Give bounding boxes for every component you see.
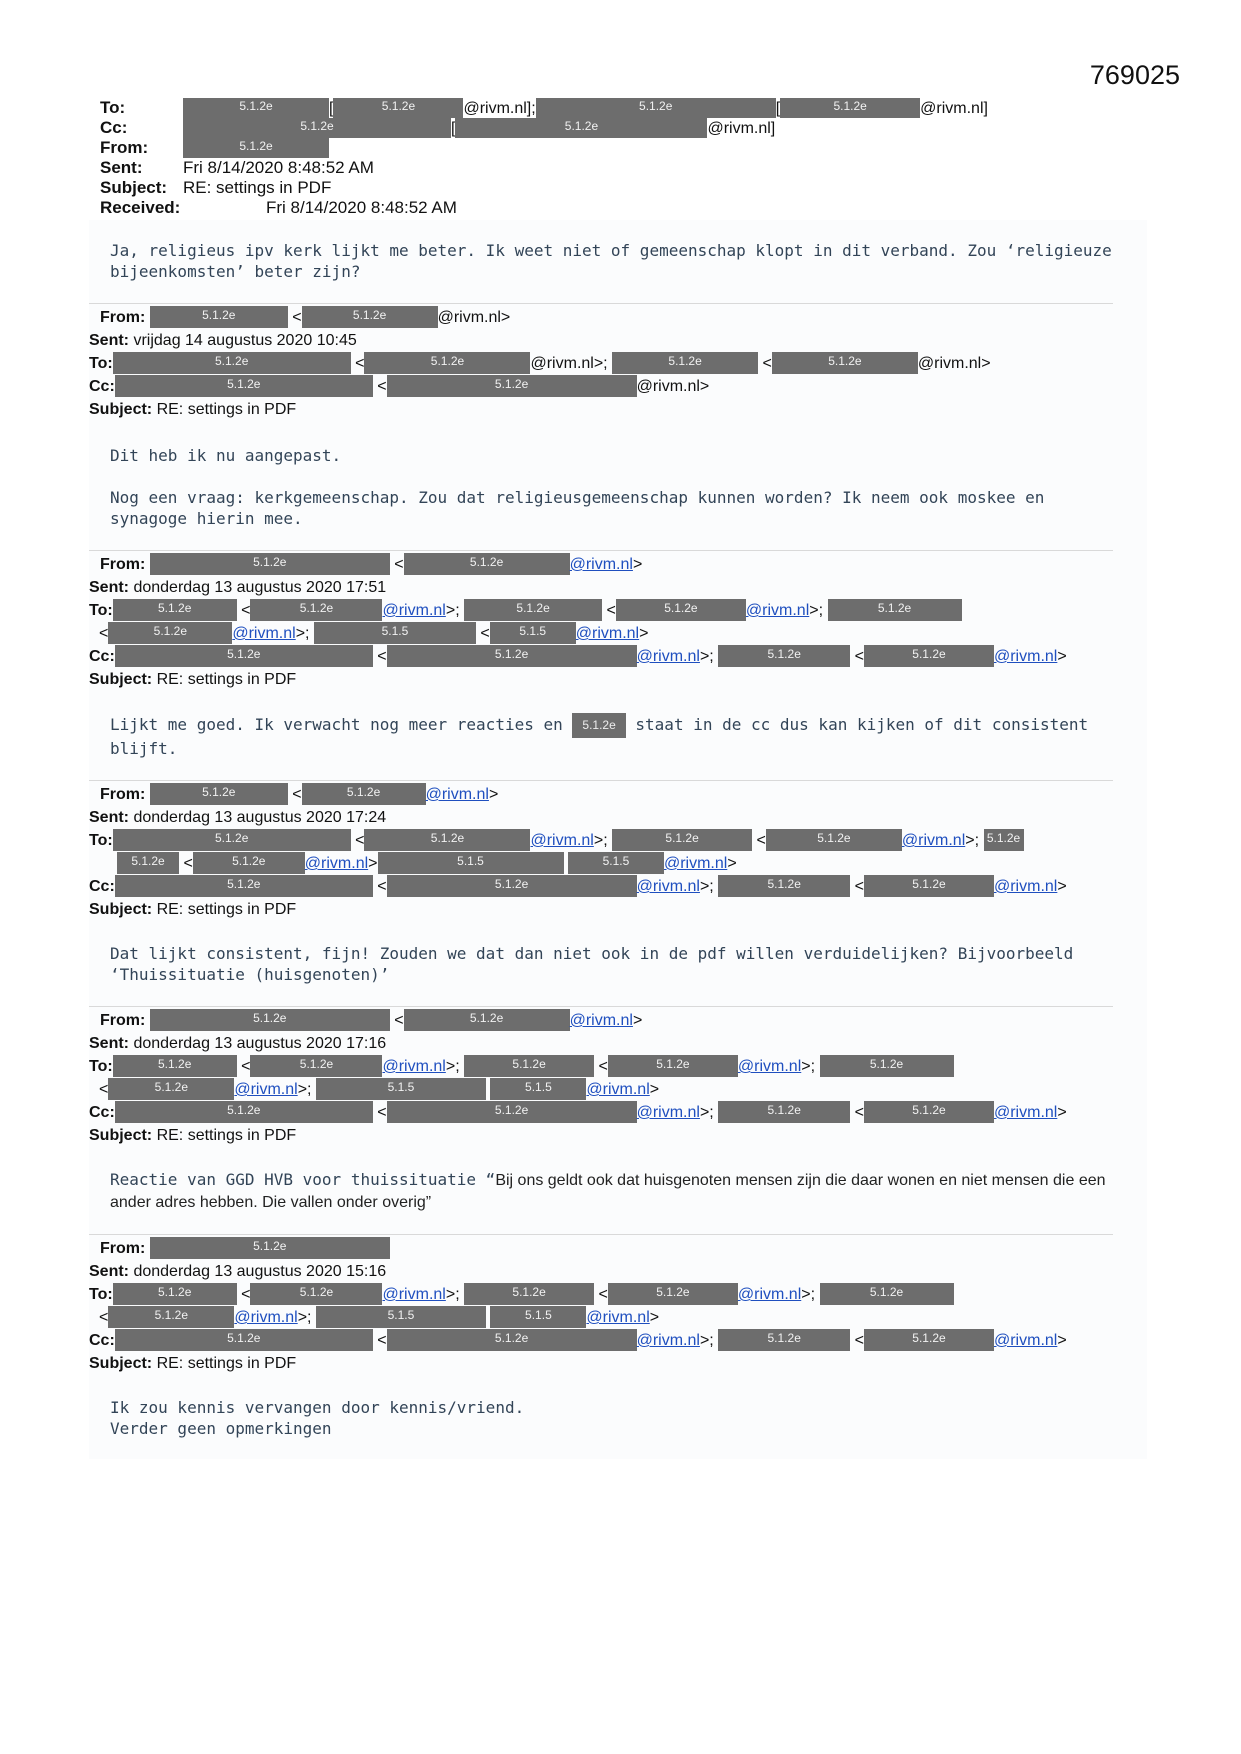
angle-bracket: >	[632, 1012, 643, 1029]
redaction: 5.1.2e	[718, 875, 850, 897]
message-body	[89, 921, 1147, 985]
redaction: 5.1.2e	[150, 783, 288, 805]
angle-bracket: <	[377, 1332, 387, 1349]
redaction: 5.1.2e	[455, 118, 707, 138]
email-link[interactable]: @rivm.nl	[636, 648, 700, 665]
message-body	[89, 691, 1147, 759]
bracket: [	[451, 120, 456, 137]
angle-bracket: <	[241, 602, 251, 619]
email-link[interactable]: @rivm.nl	[993, 878, 1058, 895]
email-link[interactable]: @rivm.nl	[737, 1058, 802, 1075]
sent-value: donderdag 13 augustus 2020 15:16	[133, 1263, 387, 1280]
quoted-header	[89, 551, 1147, 691]
email-link[interactable]: @rivm.nl	[636, 1104, 700, 1121]
angle-bracket: >	[1057, 878, 1067, 895]
sent-label: Sent:	[100, 158, 143, 177]
redaction: 5.1.5	[378, 852, 564, 874]
redaction: 5.1.2e	[333, 98, 463, 118]
redaction: 5.1.5	[568, 852, 664, 874]
redaction: 5.1.2e	[250, 599, 382, 621]
redaction: 5.1.2e	[108, 1306, 234, 1328]
to-label: To:	[89, 355, 113, 372]
from-label: From:	[100, 309, 146, 326]
to-label: To:	[89, 832, 113, 849]
redaction: 5.1.2e	[115, 645, 373, 667]
angle-bracket: >	[649, 1081, 660, 1098]
redaction: 5.1.2e	[572, 713, 625, 738]
redaction: 5.1.2e	[536, 98, 776, 118]
angle-bracket: <	[762, 355, 772, 372]
email-link[interactable]: @rivm.nl	[663, 855, 728, 872]
angle-bracket: <	[99, 1309, 109, 1326]
redaction: 5.1.2e	[608, 1283, 738, 1305]
address-domain: @rivm.nl];	[463, 100, 536, 117]
subject-label: Subject:	[89, 401, 153, 418]
angle-bracket: >	[727, 855, 737, 872]
email-link[interactable]: @rivm.nl	[382, 1058, 446, 1075]
redaction: 5.1.2e	[864, 1101, 994, 1123]
redaction: 5.1.2e	[984, 829, 1024, 851]
address-domain: @rivm.nl]	[707, 120, 776, 137]
redaction: 5.1.2e	[113, 1055, 237, 1077]
from-label: From:	[100, 786, 146, 803]
email-link[interactable]: @rivm.nl	[737, 1286, 802, 1303]
header-sent-row	[100, 158, 1060, 178]
email-link[interactable]: @rivm.nl	[569, 1012, 633, 1029]
redaction: 5.1.2e	[464, 599, 602, 621]
address-domain: @rivm.nl]	[920, 100, 988, 117]
angle-bracket: >	[488, 786, 499, 803]
sent-value: Fri 8/14/2020 8:48:52 AM	[183, 158, 374, 177]
sent-value: donderdag 13 augustus 2020 17:24	[133, 809, 387, 826]
redaction: 5.1.2e	[150, 553, 390, 575]
redaction: 5.1.2e	[612, 829, 752, 851]
cc-label: Cc:	[89, 1104, 115, 1121]
angle-bracket: <	[394, 556, 404, 573]
redaction: 5.1.2e	[193, 852, 305, 874]
email-link[interactable]: @rivm.nl	[425, 786, 489, 803]
angle-bracket: >	[1057, 1104, 1067, 1121]
angle-bracket: >;	[297, 1309, 312, 1326]
angle-bracket: <	[480, 625, 490, 642]
redaction: 5.1.2e	[387, 645, 637, 667]
sent-value: vrijdag 14 augustus 2020 10:45	[133, 332, 357, 349]
cc-label: Cc:	[100, 118, 128, 137]
angle-bracket: <	[377, 378, 387, 395]
sent-value: donderdag 13 augustus 2020 17:51	[133, 579, 387, 596]
redaction: 5.1.5	[490, 622, 576, 644]
email-link[interactable]: @rivm.nl	[530, 832, 594, 849]
redaction: 5.1.2e	[364, 829, 530, 851]
redaction: 5.1.2e	[108, 622, 232, 644]
email-link[interactable]: @rivm.nl	[993, 1104, 1058, 1121]
redaction: 5.1.5	[490, 1306, 586, 1328]
message-paragraph: Dit heb ik nu aangepast.	[110, 446, 342, 465]
redaction: 5.1.2e	[828, 599, 962, 621]
redaction: 5.1.2e	[117, 852, 179, 874]
message-text: Bij ons geldt ook dat huisgenoten mensen zijn die daar wonen en niet mensen die een ander adres hebben. Die vallen onder overig”	[110, 1172, 1106, 1211]
angle-bracket: <	[241, 1286, 251, 1303]
redaction: 5.1.2e	[150, 1237, 390, 1259]
email-link[interactable]: @rivm.nl	[993, 648, 1058, 665]
redaction: 5.1.2e	[387, 1329, 637, 1351]
quoted-header	[89, 1235, 1147, 1375]
redaction: 5.1.2e	[113, 599, 237, 621]
to-label: To:	[89, 1286, 113, 1303]
message-body	[89, 421, 1147, 529]
redaction: 5.1.2e	[387, 1101, 637, 1123]
angle-bracket: >;	[445, 1058, 460, 1075]
redaction: 5.1.2e	[766, 829, 902, 851]
message-body	[89, 1147, 1147, 1213]
message-paragraph: Verder geen opmerkingen	[110, 1419, 332, 1438]
redaction: 5.1.2e	[864, 645, 994, 667]
redaction: 5.1.2e	[780, 98, 920, 118]
email-header	[100, 98, 1060, 218]
redaction: 5.1.2e	[464, 1055, 594, 1077]
redaction: 5.1.2e	[464, 1283, 594, 1305]
redaction: 5.1.2e	[820, 1055, 954, 1077]
angle-bracket: >;	[297, 1081, 312, 1098]
quoted-header	[89, 304, 1147, 421]
to-label: To:	[89, 1058, 113, 1075]
angle-bracket: <	[854, 878, 864, 895]
sent-label: Sent:	[89, 809, 129, 826]
sent-label: Sent:	[89, 1035, 129, 1052]
quoted-header	[89, 1007, 1147, 1147]
email-link[interactable]: @rivm.nl	[569, 556, 633, 573]
redaction: 5.1.2e	[150, 306, 288, 328]
email-link[interactable]: @rivm.nl	[745, 602, 810, 619]
angle-bracket: <	[394, 1012, 404, 1029]
from-label: From:	[100, 1240, 146, 1257]
email-link[interactable]: @rivm.nl	[234, 1081, 298, 1098]
angle-bracket: >	[1057, 1332, 1067, 1349]
quoted-header	[89, 781, 1147, 921]
redaction: 5.1.2e	[113, 352, 351, 374]
angle-bracket: <	[241, 1058, 251, 1075]
angle-bracket: <	[377, 878, 387, 895]
angle-bracket: >;	[699, 648, 714, 665]
message-text: Lijkt me goed. Ik verwacht nog meer reacties en	[110, 715, 563, 734]
header-subject-row	[100, 178, 1060, 198]
angle-bracket: >;	[699, 878, 714, 895]
email-link[interactable]: @rivm.nl	[304, 855, 369, 872]
redaction: 5.1.2e	[718, 1101, 850, 1123]
angle-bracket: >;	[445, 1286, 460, 1303]
email-link[interactable]: @rivm.nl	[993, 1332, 1058, 1349]
header-received-row	[100, 198, 1060, 218]
bracket: [	[775, 100, 781, 117]
redaction: 5.1.2e	[820, 1283, 954, 1305]
redaction: 5.1.5	[316, 1078, 486, 1100]
subject-value: RE: settings in PDF	[156, 1127, 297, 1144]
email-link[interactable]: @rivm.nl	[232, 625, 296, 642]
angle-bracket: >;	[801, 1058, 816, 1075]
angle-bracket: >	[1057, 648, 1067, 665]
angle-bracket: <	[292, 309, 302, 326]
address-domain: @rivm.nl>	[636, 378, 710, 395]
redaction: 5.1.2e	[616, 599, 746, 621]
address-domain: @rivm.nl>;	[530, 355, 608, 372]
angle-bracket: >;	[445, 602, 460, 619]
redaction: 5.1.2e	[387, 875, 637, 897]
angle-bracket: >;	[593, 832, 608, 849]
email-link[interactable]: @rivm.nl	[586, 1309, 650, 1326]
subject-label: Subject:	[89, 1127, 153, 1144]
message-body	[89, 220, 1147, 282]
from-label: From:	[100, 138, 149, 157]
sent-label: Sent:	[89, 579, 129, 596]
subject-value: RE: settings in PDF	[156, 671, 297, 688]
redaction: 5.1.2e	[612, 352, 758, 374]
redaction: 5.1.2e	[718, 645, 850, 667]
redaction: 5.1.2e	[387, 375, 637, 397]
sent-label: Sent:	[89, 1263, 129, 1280]
angle-bracket: <	[99, 625, 109, 642]
message-paragraph	[110, 1169, 1127, 1213]
angle-bracket: >	[368, 855, 378, 872]
redaction: 5.1.2e	[108, 1078, 234, 1100]
angle-bracket: >	[649, 1309, 660, 1326]
angle-bracket: <	[292, 786, 302, 803]
received-value: Fri 8/14/2020 8:48:52 AM	[266, 198, 457, 217]
redaction: 5.1.2e	[113, 829, 351, 851]
angle-bracket: >;	[809, 602, 824, 619]
subject-label: Subject:	[89, 901, 153, 918]
angle-bracket: <	[854, 648, 864, 665]
document-number: 769025	[1089, 60, 1180, 90]
sent-label: Sent:	[89, 332, 129, 349]
email-link[interactable]: @rivm.nl	[382, 1286, 446, 1303]
angle-bracket: <	[854, 1104, 864, 1121]
header-from-row	[100, 138, 1060, 158]
angle-bracket: <	[606, 602, 616, 619]
address-domain: @rivm.nl>	[437, 309, 511, 326]
bracket: [	[329, 100, 334, 117]
redaction: 5.1.2e	[115, 1101, 373, 1123]
from-label: From:	[100, 1012, 146, 1029]
email-link[interactable]: @rivm.nl	[901, 832, 966, 849]
email-link[interactable]: @rivm.nl	[234, 1309, 298, 1326]
from-label: From:	[100, 556, 146, 573]
email-thread	[89, 220, 1147, 1459]
message-text: Reactie van GGD HVB voor thuissituatie “	[110, 1170, 496, 1189]
redaction: 5.1.2e	[404, 1009, 570, 1031]
redaction: 5.1.2e	[183, 98, 329, 118]
redaction: 5.1.2e	[772, 352, 918, 374]
cc-label: Cc:	[89, 378, 115, 395]
subject-label: Subject:	[100, 178, 168, 197]
redaction: 5.1.2e	[404, 553, 570, 575]
angle-bracket: <	[183, 855, 193, 872]
redaction: 5.1.2e	[183, 118, 451, 138]
angle-bracket: >;	[699, 1104, 714, 1121]
angle-bracket: <	[756, 832, 766, 849]
received-label: Received:	[100, 198, 181, 217]
redaction: 5.1.2e	[302, 783, 426, 805]
redaction: 5.1.2e	[150, 1009, 390, 1031]
email-link[interactable]: @rivm.nl	[586, 1081, 650, 1098]
angle-bracket: <	[598, 1058, 608, 1075]
message-paragraph: Nog een vraag: kerkgemeenschap. Zou dat religieusgemeenschap kunnen worden? Ik neem ook moskee en synagoge hierin mee.	[110, 488, 1045, 528]
sent-value: donderdag 13 augustus 2020 17:16	[133, 1035, 387, 1052]
subject-value: RE: settings in PDF	[183, 178, 332, 197]
redaction: 5.1.5	[490, 1078, 586, 1100]
email-link[interactable]: @rivm.nl	[636, 1332, 700, 1349]
redaction: 5.1.2e	[364, 352, 530, 374]
redaction: 5.1.2e	[250, 1283, 382, 1305]
header-cc-row	[100, 118, 1060, 138]
to-label: To:	[100, 98, 126, 117]
email-link[interactable]: @rivm.nl	[636, 878, 700, 895]
redaction: 5.1.2e	[864, 1329, 994, 1351]
cc-label: Cc:	[89, 878, 115, 895]
angle-bracket: <	[598, 1286, 608, 1303]
angle-bracket: >;	[699, 1332, 714, 1349]
message-paragraph	[110, 713, 1127, 759]
header-to-row	[100, 98, 1060, 118]
angle-bracket: <	[377, 1104, 387, 1121]
email-link[interactable]: @rivm.nl	[575, 625, 640, 642]
angle-bracket: >;	[801, 1286, 816, 1303]
cc-label: Cc:	[89, 1332, 115, 1349]
redaction: 5.1.2e	[302, 306, 438, 328]
subject-value: RE: settings in PDF	[156, 901, 297, 918]
angle-bracket: >	[632, 556, 643, 573]
angle-bracket: <	[99, 1081, 109, 1098]
redaction: 5.1.2e	[864, 875, 994, 897]
redaction: 5.1.2e	[115, 875, 373, 897]
subject-value: RE: settings in PDF	[156, 1355, 297, 1372]
redaction: 5.1.2e	[113, 1283, 237, 1305]
email-link[interactable]: @rivm.nl	[382, 602, 446, 619]
redaction: 5.1.5	[314, 622, 476, 644]
address-domain: @rivm.nl>	[917, 355, 991, 372]
redaction: 5.1.2e	[608, 1055, 738, 1077]
message-body	[89, 1375, 1147, 1459]
redaction: 5.1.2e	[718, 1329, 850, 1351]
redaction: 5.1.2e	[115, 1329, 373, 1351]
angle-bracket: <	[355, 355, 365, 372]
subject-label: Subject:	[89, 1355, 153, 1372]
angle-bracket: <	[854, 1332, 864, 1349]
angle-bracket: <	[355, 832, 365, 849]
redaction: 5.1.5	[316, 1306, 486, 1328]
angle-bracket: >	[639, 625, 649, 642]
message-paragraph: Dat lijkt consistent, fijn! Zouden we dat dan niet ook in de pdf willen verduidelijken? Bijvoorbeeld ‘Thuissituatie (huisgenoten)’	[110, 944, 1074, 984]
subject-label: Subject:	[89, 671, 153, 688]
angle-bracket: >;	[965, 832, 980, 849]
message-paragraph: Ik zou kennis vervangen door kennis/vriend.	[110, 1398, 525, 1417]
redaction: 5.1.2e	[183, 138, 329, 158]
redaction: 5.1.2e	[115, 375, 373, 397]
redaction: 5.1.2e	[250, 1055, 382, 1077]
subject-value: RE: settings in PDF	[156, 401, 297, 418]
to-label: To:	[89, 602, 113, 619]
message-paragraph: Ja, religieus ipv kerk lijkt me beter. Ik weet niet of gemeenschap klopt in dit verband. Zou ‘religieuze bijeenkomsten’ beter zijn?	[110, 241, 1112, 281]
cc-label: Cc:	[89, 648, 115, 665]
message-text: staat in de cc dus kan kijken of dit consistent blijft.	[110, 715, 1089, 758]
angle-bracket: >;	[295, 625, 310, 642]
angle-bracket: <	[377, 648, 387, 665]
